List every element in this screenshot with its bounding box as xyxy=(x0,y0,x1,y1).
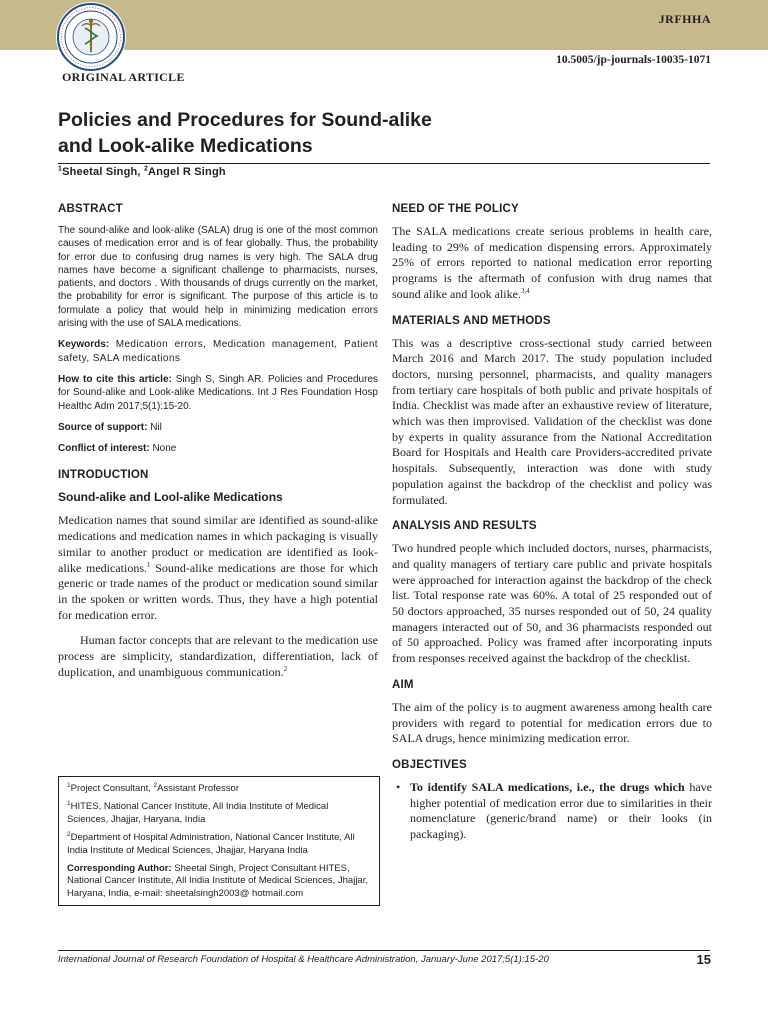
footer-divider xyxy=(58,950,710,951)
author-2-affiliation-mark: 2 xyxy=(143,165,149,173)
journal-seal-icon xyxy=(56,2,126,72)
aim-text: The aim of the policy is to augment awareness among health care providers with regard to potential for medication errors due to SALA drugs, hence minimizing medication error. xyxy=(392,699,712,746)
citation-mark: 2 xyxy=(283,664,288,673)
introduction-subheading: Sound-alike and Lool-alike Medications xyxy=(58,490,283,505)
footer-journal-line: International Journal of Research Foundation of Hospital & Healthcare Administration, January-June 2017;5(1):15-20 xyxy=(58,954,549,965)
affiliation-1 xyxy=(67,801,371,826)
title-divider xyxy=(58,163,710,164)
objective-lead: To identify SALA medications, i.e., the drugs which xyxy=(410,779,685,794)
keywords-label: Keywords: xyxy=(58,339,110,351)
materials-heading: MATERIALS AND METHODS xyxy=(392,314,551,327)
aim-heading: AIM xyxy=(392,678,414,691)
right-column xyxy=(392,203,712,843)
corresponding-author xyxy=(67,863,371,900)
affiliation-box xyxy=(58,776,380,906)
abstract-heading: ABSTRACT xyxy=(58,203,123,215)
role-1: Project Consultant, xyxy=(70,783,154,794)
author-1-affiliation-mark: 1 xyxy=(58,165,63,173)
affiliation-roles xyxy=(67,783,371,795)
citation-label: How to cite this article: xyxy=(58,373,172,385)
title-line-1: Policies and Procedures for Sound-alike xyxy=(58,109,432,131)
keywords-text: Medication errors, Medication management, Patient safety, SALA medications xyxy=(58,339,378,364)
citation-mark: 3,4 xyxy=(520,286,530,295)
left-column xyxy=(58,203,378,690)
conflict-text: None xyxy=(149,443,177,455)
need-text xyxy=(392,224,712,303)
conflict-label: Conflict of interest: xyxy=(58,443,150,455)
analysis-heading: ANALYSIS AND RESULTS xyxy=(392,520,537,533)
conflict-of-interest xyxy=(58,442,378,455)
affiliation-2 xyxy=(67,832,371,857)
author-2: Angel R Singh xyxy=(148,166,226,178)
author-1: Sheetal Singh, xyxy=(62,166,144,178)
corresponding-author-text: Sheetal Singh, Project Consultant HITES, National Cancer Institute, All India Institute of Medical Sciences, Jhajjar, Haryana, India, e-mail: sheetalsingh2003@ hotmail.com xyxy=(67,863,368,899)
source-of-support xyxy=(58,421,378,434)
affiliation-mark: 2 xyxy=(67,831,71,839)
introduction-heading: INTRODUCTION xyxy=(58,469,149,482)
abstract-text: The sound-alike and look-alike (SALA) drug is one of the most common causes of medication error and is of fear globally. Thus, the probability for error due to confusing drug names is very high. The SALA drug names have become a significant challenge to pharmacists, nurses, patients, and doctors . With thousands of drugs currently on the market, the probability for error is significant. The purpose of this article is to formulate a policy that would help in minimizing medication errors arising with the use of SALA medications. xyxy=(58,225,378,330)
affiliation-mark: 1 xyxy=(67,800,71,808)
objectives-list xyxy=(392,780,712,843)
intro-p2-text: Human factor concepts that are relevant to the medication use process are simplicity, standardization, differentiation, lack of duplication, and unambiguous communication. xyxy=(58,633,378,679)
title-line-2: and Look-alike Medications xyxy=(58,135,313,157)
article-type: ORIGINAL ARTICLE xyxy=(62,70,185,84)
journal-abbreviation: JRFHHA xyxy=(658,12,711,26)
objective-item xyxy=(392,780,712,843)
citation xyxy=(58,373,378,413)
support-label: Source of support: xyxy=(58,421,148,433)
affiliation-2-text: Department of Hospital Administration, National Cancer Institute, All India Institute of Medical Sciences, Jhajjar, Haryana India xyxy=(67,832,355,856)
role-2: Assistant Professor xyxy=(157,783,239,794)
support-text: Nil xyxy=(147,421,162,433)
citation-mark: 1 xyxy=(147,560,151,569)
objective-text: have higher potential of medication error due to similarities in their nomenclature (generic/brand name) or their looks (in packaging). xyxy=(410,779,712,842)
intro-p1-part-b: Sound-alike medications are those for which generic or trade names of the product or medication sound similar in the spoken or written words. Thus, they have a high potential for medication error. xyxy=(58,560,378,622)
corresponding-author-label: Corresponding Author: xyxy=(67,863,172,875)
materials-text: This was a descriptive cross-sectional study carried between March 2016 and March 2017. The study population included doctors, nursing personnel, pharmacists, and quality managers from tertiary care hospitals of both public and private hospitals of India. Checklist was made after an exhaustive review of literature, which was then improvised. Validation of the checklist was done by experts in quality assurance from the National Accreditation Board for Hospitals and Health care Providers-accredited private hospitals. Subsequently, interaction was done with study population against the backdrop of the checklist and policy was formulated. xyxy=(392,335,712,507)
intro-p1-part-a: Medication names that sound similar are identified as sound-alike medications and medication names in which packaging is visually similar to another product or medication are identified as look-alike medications. xyxy=(58,513,378,575)
article-title xyxy=(58,107,558,159)
introduction-paragraph-2 xyxy=(58,633,378,680)
affiliation-1-text: HITES, National Cancer Institute, All India Institute of Medical Sciences, Jhajjar, Haryana, India xyxy=(67,801,329,825)
need-heading: NEED OF THE POLICY xyxy=(392,203,519,215)
doi: 10.5005/jp-journals-10035-1071 xyxy=(556,54,711,66)
page-number: 15 xyxy=(696,952,711,967)
affiliation-mark: 2 xyxy=(153,781,158,789)
introduction-paragraph-1 xyxy=(58,513,378,623)
citation-text: Singh S, Singh AR. Policies and Procedures for Sound-alike and Look-alike Medications. Int J Res Foundation Hosp Healthc Adm 2017;5(1):15-20. xyxy=(58,373,378,412)
affiliation-mark: 1 xyxy=(67,781,71,789)
analysis-text: Two hundred people which included doctors, nurses, pharmacists, and quality managers of tertiary care public and private hospitals were approached for interaction against the backdrop of the check list. Total response rate was 60%. A total of 25 responded out of 50 doctors approached, 35 nurses responded out of 50, 24 quality managers interacted out of 50, and 36 pharmacists responded out of 50 approached. Policy was framed after incorporating inputs from responses received against the backdrop of the checklist. xyxy=(392,541,712,666)
objectives-heading: OBJECTIVES xyxy=(392,758,467,771)
need-paragraph: The SALA medications create serious problems in health care, leading to 29% of medication dispensing errors. Approximately 25% of errors reported to national medication error reporting programs is the aftermath of confusion with drug names that sound alike and look alike. xyxy=(392,224,712,301)
author-list xyxy=(58,166,226,178)
keywords xyxy=(58,338,378,365)
